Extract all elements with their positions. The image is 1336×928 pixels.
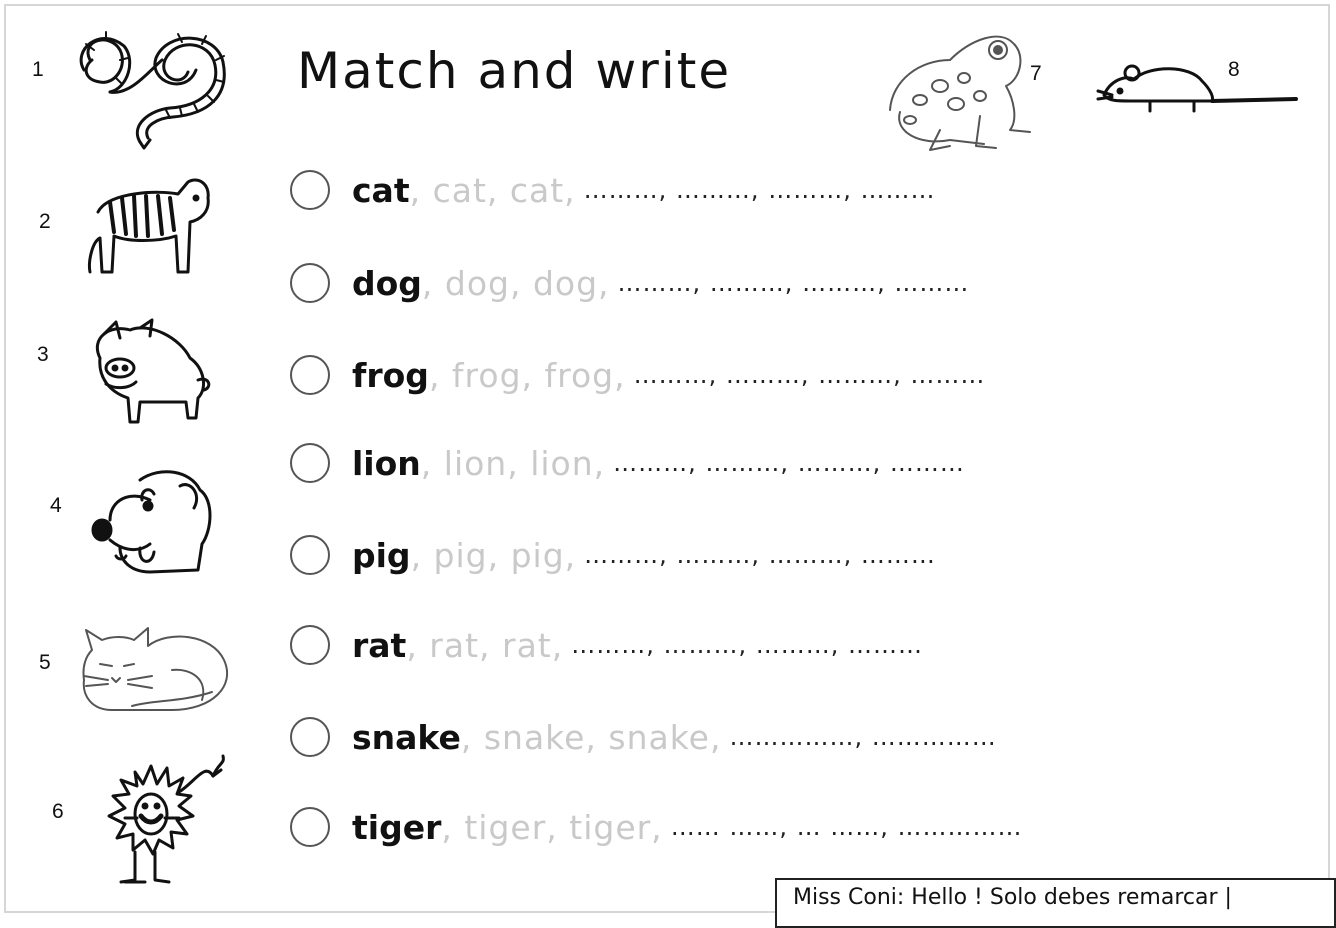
write-line[interactable]: ………, ………, ………, ………: [633, 361, 986, 389]
tiger-icon: [78, 172, 218, 280]
lion-icon: [95, 752, 235, 897]
picture-number-2: 2: [39, 210, 51, 233]
word-bold: frog: [352, 355, 429, 395]
answer-circle[interactable]: [290, 263, 330, 303]
picture-number-3: 3: [37, 343, 49, 366]
picture-number-8: 8: [1228, 58, 1240, 81]
answer-circle[interactable]: [290, 170, 330, 210]
answer-circle[interactable]: [290, 443, 330, 483]
write-line[interactable]: ……………, ……………: [729, 723, 997, 751]
word-row-pig: [290, 530, 936, 580]
rat-icon: [1090, 55, 1300, 125]
worksheet-title: Match and write: [297, 42, 732, 100]
word-row-frog: [290, 350, 985, 400]
picture-number-6: 6: [52, 800, 64, 823]
word-row-snake: [290, 712, 997, 762]
word-bold: snake: [352, 717, 461, 757]
teacher-note: Miss Coni: Hello ! Solo debes remarcar |: [775, 878, 1336, 928]
answer-circle[interactable]: [290, 625, 330, 665]
word-bold: cat: [352, 170, 410, 210]
picture-number-5: 5: [39, 651, 51, 674]
write-line[interactable]: ………, ………, ………, ………: [583, 176, 936, 204]
snake-icon: [70, 30, 235, 150]
answer-circle[interactable]: [290, 535, 330, 575]
picture-number-1: 1: [32, 58, 44, 81]
word-trace: , frog, frog,: [428, 355, 626, 395]
word-bold: dog: [352, 263, 422, 303]
word-row-cat: [290, 165, 935, 215]
word-row-lion: [290, 438, 965, 488]
dog-icon: [80, 460, 220, 580]
word-bold: pig: [352, 535, 411, 575]
word-trace: , rat, rat,: [406, 625, 564, 665]
answer-circle[interactable]: [290, 717, 330, 757]
pig-icon: [80, 318, 220, 426]
write-line[interactable]: ………, ………, ………, ………: [617, 269, 970, 297]
answer-circle[interactable]: [290, 355, 330, 395]
word-bold: lion: [352, 443, 421, 483]
write-line[interactable]: ………, ………, ………, ………: [571, 631, 924, 659]
word-row-rat: [290, 620, 923, 670]
picture-number-7: 7: [1030, 62, 1042, 85]
word-trace: , tiger, tiger,: [441, 807, 663, 847]
frog-icon: [880, 20, 1038, 155]
word-bold: rat: [352, 625, 407, 665]
write-line[interactable]: ………, ………, ………, ………: [584, 541, 936, 569]
word-trace: , cat, cat,: [409, 170, 576, 210]
word-trace: , snake, snake,: [460, 717, 722, 757]
picture-number-4: 4: [50, 494, 62, 517]
word-row-dog: [290, 258, 969, 308]
write-line[interactable]: …… ……, … ……, ……………: [670, 813, 1023, 841]
write-line[interactable]: ………, ………, ………, ………: [613, 449, 965, 477]
word-bold: tiger: [352, 807, 442, 847]
word-trace: , dog, dog,: [421, 263, 610, 303]
answer-circle[interactable]: [290, 807, 330, 847]
word-trace: , lion, lion,: [420, 443, 606, 483]
word-trace: , pig, pig,: [410, 535, 577, 575]
word-row-tiger: [290, 802, 1022, 852]
cat-icon: [72, 610, 237, 722]
